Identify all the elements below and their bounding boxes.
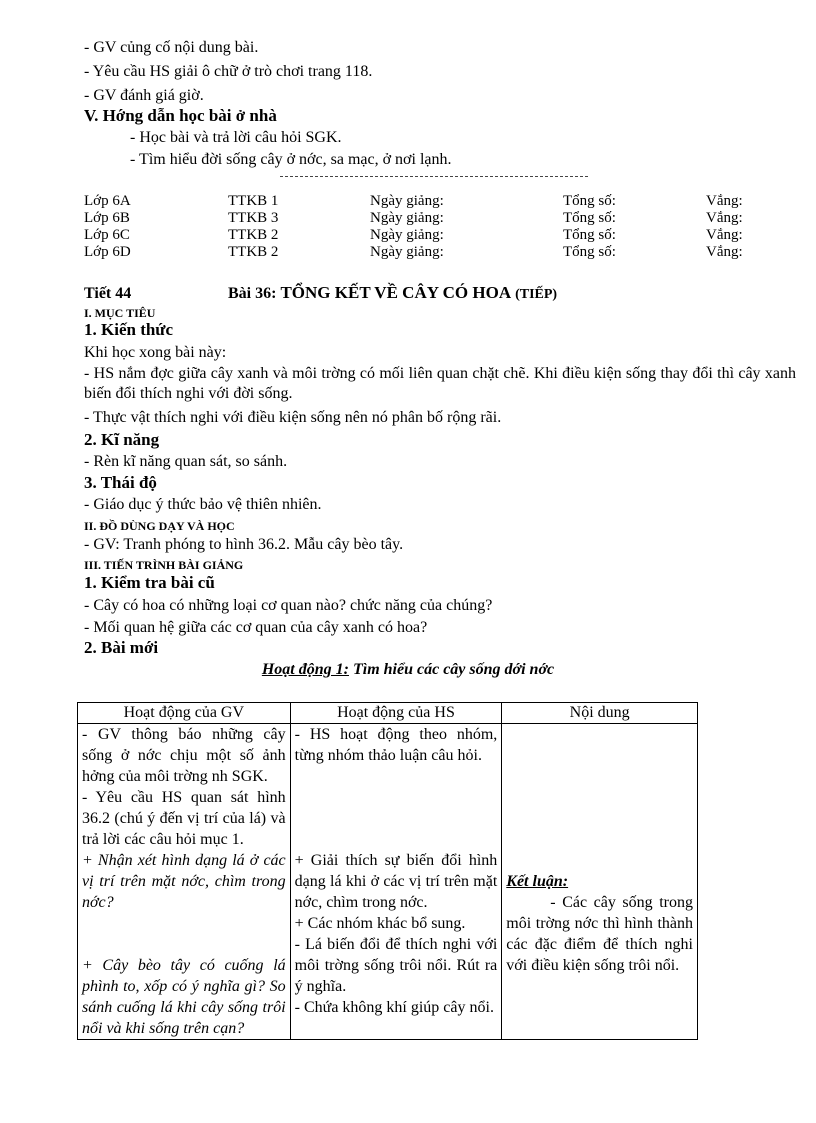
- hs-activity-text: + Giải thích sự biến đổi hình dạng lá khi ở các vị trí trên mặt nớc, chìm trong nớc.: [294, 852, 498, 911]
- conclusion-text: - Các cây sống trong môi trờng nớc thì hình thành các đặc điểm để thích nghi với điều kiện sống trôi nổi.: [506, 894, 693, 974]
- schedule-date: Ngày giảng:: [370, 210, 444, 226]
- activity-heading: [0, 660, 816, 680]
- intro-line: - Yêu cầu HS giải ô chữ ở trò chơi trang 118.: [84, 63, 373, 80]
- activity-label: Hoạt động 1:: [261, 661, 349, 678]
- do-dung-text: - GV: Tranh phóng to hình 36.2. Mẫu cây bèo tây.: [84, 536, 404, 553]
- gv-question-text: + Nhận xét hình dạng lá ở các vị trí trên mặt nớc, chìm trong nớc?: [82, 852, 286, 911]
- hs-activity-cell: [290, 724, 502, 1040]
- section-v-item: - Tìm hiểu đời sống cây ở nớc, sa mạc, ở nơi lạnh.: [130, 151, 452, 168]
- schedule-class: Lớp 6C: [84, 227, 130, 243]
- tien-trinh-heading: III. TIẾN TRÌNH BÀI GIẢNG: [84, 558, 244, 572]
- activity-table: [77, 702, 698, 1040]
- schedule-class: Lớp 6D: [84, 244, 131, 260]
- activity-title: Tìm hiểu các cây sống dới nớc: [348, 661, 555, 678]
- column-header-hs: Hoạt động của HS: [290, 703, 502, 724]
- kien-thuc-heading: 1. Kiến thức: [84, 320, 174, 339]
- kien-thuc-intro: Khi học xong bài này:: [84, 344, 227, 361]
- lesson-number: Bài 36:: [228, 285, 277, 302]
- schedule-total: Tổng số:: [563, 227, 616, 243]
- column-header-content: Nội dung: [502, 703, 698, 724]
- table-header-row: [78, 703, 698, 724]
- schedule-total: Tổng số:: [563, 210, 616, 226]
- schedule-class: Lớp 6A: [84, 193, 131, 209]
- intro-line: - GV củng cố nội dung bài.: [84, 39, 259, 56]
- gv-activity-text: - GV thông báo những cây sống ở nớc chịu một số ảnh hởng của môi trờng nh SGK.: [82, 726, 286, 785]
- schedule-ttkb: TTKB 1: [228, 193, 279, 209]
- kiem-tra-question: - Cây có hoa có những loại cơ quan nào? chức năng của chúng?: [84, 597, 493, 614]
- section-v-heading: V. Hớng dẫn học bài ở nhà: [84, 106, 277, 125]
- kien-thuc-p1: - HS nắm đợc giữa cây xanh và môi trờng có mối liên quan chặt chẽ. Khi điều kiện sống thay đổi thì cây xanh biến đổi thích nghi với đời sống.: [84, 365, 796, 402]
- lesson-title: [228, 283, 557, 305]
- thai-do-heading: 3. Thái độ: [84, 473, 157, 492]
- hs-activity-text: - HS hoạt động theo nhóm, từng nhóm thảo luận câu hỏi.: [294, 726, 498, 764]
- gv-activity-cell: [78, 724, 291, 1040]
- schedule-absent: Vắng:: [706, 227, 743, 243]
- hs-activity-text: + Các nhóm khác bổ sung.: [294, 915, 466, 932]
- schedule-absent: Vắng:: [706, 193, 743, 209]
- lesson-period: Tiết 44: [84, 285, 132, 302]
- schedule-ttkb: TTKB 2: [228, 227, 279, 243]
- lesson-title-suffix: (TIẾP): [515, 287, 558, 302]
- thai-do-text: - Giáo dục ý thức bảo vệ thiên nhiên.: [84, 496, 322, 513]
- ki-nang-heading: 2. Kĩ năng: [84, 430, 160, 449]
- muc-tieu-heading: I. MỤC TIÊU: [84, 306, 156, 320]
- table-row: [78, 724, 698, 1040]
- gv-activity-text: - Yêu cầu HS quan sát hình 36.2 (chú ý đến vị trí của lá) và trả lời các câu hỏi mục 1.: [82, 789, 286, 848]
- schedule-absent: Vắng:: [706, 210, 743, 226]
- lesson-title-main: TỔNG KẾT VỀ CÂY CÓ HOA: [280, 283, 512, 302]
- schedule-total: Tổng số:: [563, 244, 616, 260]
- gv-question-text: + Cây bèo tây có cuống lá phình to, xốp có ý nghĩa gì? So sánh cuống lá khi cây sống trôi nổi và khi sống trên cạn?: [82, 957, 286, 1037]
- schedule-absent: Vắng:: [706, 244, 743, 260]
- schedule-date: Ngày giảng:: [370, 244, 444, 260]
- schedule-class: Lớp 6B: [84, 210, 130, 226]
- schedule-date: Ngày giảng:: [370, 193, 444, 209]
- hs-activity-text: - Lá biến đổi để thích nghi với môi trờng sống trôi nổi. Rút ra ý nghĩa.: [294, 936, 498, 995]
- ki-nang-text: - Rèn kĩ năng quan sát, so sánh.: [84, 453, 288, 470]
- do-dung-heading: II. ĐỒ DÙNG DẠY VÀ HỌC: [84, 519, 235, 533]
- dashed-separator: [280, 176, 588, 177]
- kien-thuc-p2: - Thực vật thích nghi với điều kiện sống nên nó phân bố rộng rãi.: [84, 409, 502, 426]
- hs-activity-text: - Chứa không khí giúp cây nổi.: [294, 999, 494, 1016]
- column-header-gv: Hoạt động của GV: [78, 703, 291, 724]
- content-cell: [502, 724, 698, 1040]
- schedule-ttkb: TTKB 3: [228, 210, 279, 226]
- schedule-date: Ngày giảng:: [370, 227, 444, 243]
- section-v-item: - Học bài và trả lời câu hỏi SGK.: [130, 129, 342, 146]
- intro-line: - GV đánh giá giờ.: [84, 87, 204, 104]
- kiem-tra-heading: 1. Kiểm tra bài cũ: [84, 573, 215, 592]
- kiem-tra-question: - Mối quan hệ giữa các cơ quan của cây xanh có hoa?: [84, 619, 428, 636]
- schedule-total: Tổng số:: [563, 193, 616, 209]
- conclusion-label: Kết luận:: [506, 873, 569, 890]
- bai-moi-heading: 2. Bài mới: [84, 638, 159, 657]
- schedule-ttkb: TTKB 2: [228, 244, 279, 260]
